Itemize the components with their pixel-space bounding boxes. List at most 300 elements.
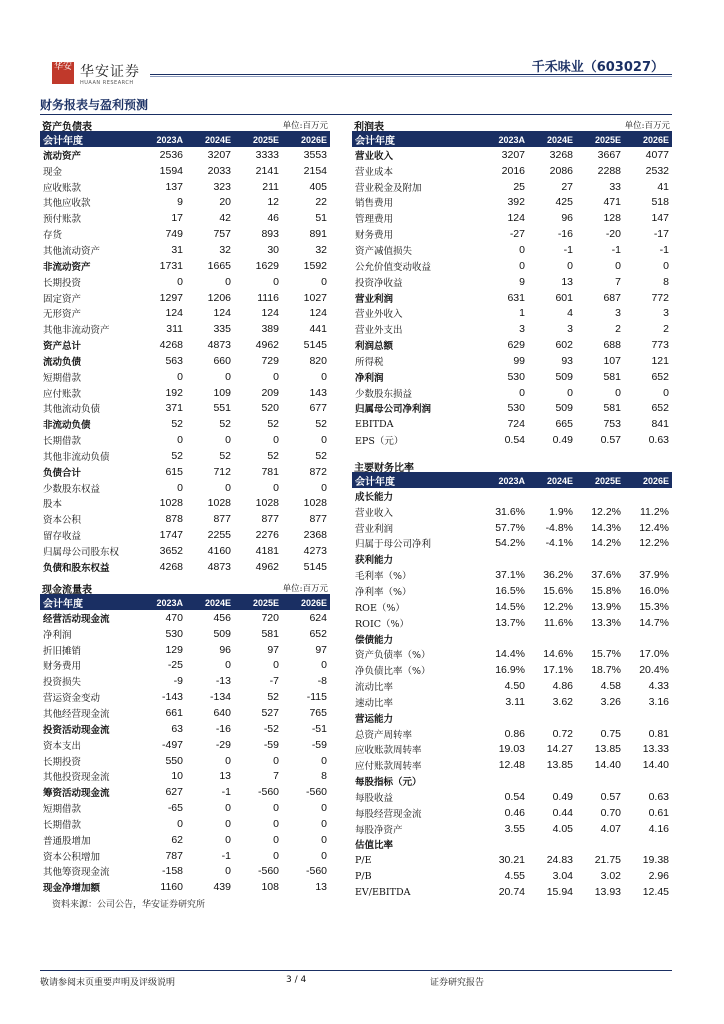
row-value: 10 — [171, 770, 183, 783]
row-value: 63 — [171, 722, 183, 735]
row-value: 530 — [507, 370, 525, 383]
row-value: 757 — [213, 228, 231, 241]
table-row — [352, 868, 672, 884]
row-label: 应收账款 — [43, 182, 82, 194]
row-value: 96 — [561, 212, 573, 225]
row-value: 0 — [321, 370, 327, 383]
row-value: 765 — [309, 706, 327, 719]
row-value: 0 — [273, 275, 279, 288]
row-value: 211 — [262, 180, 279, 193]
table-row — [352, 488, 672, 504]
row-value: 121 — [651, 354, 669, 367]
row-value: 773 — [651, 339, 669, 352]
row-value: 2368 — [303, 529, 327, 542]
column-header-year: 2023A — [498, 134, 525, 145]
table-row — [40, 642, 330, 658]
table-row — [352, 583, 672, 599]
table-row — [40, 305, 330, 321]
row-label: 资产负债率（%） — [355, 650, 431, 662]
row-value: 4.50 — [504, 680, 525, 693]
row-value: 17.0% — [639, 648, 669, 661]
row-value: 624 — [309, 611, 327, 624]
table-row — [352, 710, 672, 726]
income-statement-table — [352, 117, 672, 448]
row-value: 13.9% — [591, 600, 621, 613]
row-label: ROIC（%） — [355, 618, 409, 630]
row-value: 30.21 — [498, 854, 525, 867]
row-value: -497 — [161, 738, 183, 751]
table-row — [40, 226, 330, 242]
row-value: 14.7% — [639, 616, 669, 629]
table-row — [352, 290, 672, 306]
row-label: 无形资产 — [43, 309, 82, 321]
row-value: 820 — [309, 354, 327, 367]
table-row — [40, 626, 330, 642]
row-label: 毛利率（%） — [355, 571, 412, 583]
row-value: 4873 — [207, 560, 231, 573]
row-label: 经营活动现金流 — [43, 613, 110, 625]
row-value: 665 — [555, 418, 573, 431]
table-row — [40, 179, 330, 195]
row-value: 124 — [507, 212, 525, 225]
row-value: 1731 — [159, 259, 183, 272]
row-value: 0 — [225, 754, 231, 767]
row-label: 固定资产 — [43, 293, 82, 305]
row-label: 净利率（%） — [355, 586, 412, 598]
row-label: 公允价值变动收益 — [355, 261, 432, 273]
table-row — [40, 210, 330, 226]
row-value: 20 — [219, 196, 231, 209]
row-label: 短期借款 — [43, 372, 82, 384]
row-value: 0 — [321, 659, 327, 672]
row-value: -1 — [221, 849, 231, 862]
table-row — [40, 816, 330, 832]
row-value: 0 — [321, 849, 327, 862]
row-value: 128 — [603, 212, 621, 225]
row-label: P/E — [355, 854, 372, 866]
row-value: 392 — [507, 196, 525, 209]
table-row — [40, 480, 330, 496]
row-value: 3.55 — [504, 822, 525, 835]
row-value: 37.1% — [495, 569, 525, 582]
row-value: 52 — [219, 418, 231, 431]
row-value: -1 — [611, 243, 621, 256]
table-row — [352, 337, 672, 353]
row-value: -1 — [221, 786, 231, 799]
row-value: 4.86 — [552, 680, 573, 693]
table-row — [40, 864, 330, 880]
row-label: 流动比率 — [355, 682, 394, 694]
row-value: 5145 — [303, 560, 327, 573]
row-value: 601 — [555, 291, 573, 304]
row-value: 52 — [171, 449, 183, 462]
column-header-year: 2026E — [642, 134, 669, 145]
column-header-row — [352, 132, 672, 147]
row-label: 存货 — [43, 230, 63, 242]
row-value: 1594 — [159, 164, 183, 177]
row-value: 551 — [213, 402, 231, 415]
row-value: 7 — [273, 770, 279, 783]
table-row — [352, 432, 672, 448]
row-label: 现金净增加额 — [43, 883, 101, 895]
row-value: 3667 — [597, 148, 621, 161]
row-value: 581 — [603, 402, 621, 415]
row-value: 2536 — [159, 148, 183, 161]
table-row — [40, 416, 330, 432]
row-value: 15.6% — [543, 584, 573, 597]
unit-label: 单位:百万元 — [624, 121, 670, 131]
row-value: 749 — [165, 228, 183, 241]
row-value: 14.5% — [495, 600, 525, 613]
table-row — [40, 768, 330, 784]
row-value: 97 — [315, 643, 327, 656]
table-row — [352, 321, 672, 337]
row-value: 0 — [273, 754, 279, 767]
row-value: 14.6% — [543, 648, 573, 661]
unit-label: 单位:百万元 — [282, 121, 328, 131]
row-label: 少数股东损益 — [355, 388, 413, 400]
row-value: 52 — [267, 449, 279, 462]
table-title: 资产负债表 — [42, 122, 92, 133]
page-number: 3 / 4 — [286, 975, 307, 985]
row-value: 0 — [519, 386, 525, 399]
table-row — [352, 757, 672, 773]
table-row — [40, 242, 330, 258]
row-value: 15.8% — [591, 584, 621, 597]
row-value: 46 — [267, 212, 279, 225]
table-row — [40, 432, 330, 448]
row-value: 57.7% — [495, 521, 525, 534]
row-label: 投资损失 — [43, 677, 82, 689]
row-value: 0 — [663, 259, 669, 272]
row-value: 12.2% — [639, 537, 669, 550]
row-value: 3268 — [549, 148, 573, 161]
row-value: 563 — [165, 354, 183, 367]
row-label: 筹资活动现金流 — [43, 788, 110, 800]
row-value: 2288 — [597, 164, 621, 177]
balance-sheet-table — [40, 117, 330, 575]
row-value: 615 — [165, 465, 183, 478]
row-value: 602 — [555, 339, 573, 352]
row-value: 1206 — [207, 291, 231, 304]
row-value: 2154 — [303, 164, 327, 177]
row-value: 581 — [603, 370, 621, 383]
table-row — [40, 527, 330, 543]
row-value: 877 — [261, 513, 279, 526]
row-label: 销售费用 — [355, 198, 394, 210]
row-value: 631 — [507, 291, 525, 304]
row-value: 787 — [165, 849, 183, 862]
row-value: -17 — [653, 228, 669, 241]
row-value: 0 — [177, 370, 183, 383]
table-row — [40, 195, 330, 211]
row-value: 15.3% — [639, 600, 669, 613]
row-value: 4.58 — [600, 680, 621, 693]
row-value: 781 — [261, 465, 279, 478]
row-value: 530 — [507, 402, 525, 415]
row-value: -143 — [161, 691, 183, 704]
row-value: 0.72 — [552, 727, 573, 740]
row-value: 0.46 — [504, 806, 525, 819]
table-row — [352, 520, 672, 536]
row-value: 31.6% — [495, 505, 525, 518]
column-header-year: 2023A — [156, 134, 183, 145]
table-title: 现金流量表 — [42, 585, 92, 596]
row-value: 652 — [651, 370, 669, 383]
row-value: 4 — [567, 307, 573, 320]
row-value: -7 — [269, 675, 279, 688]
row-value: 893 — [261, 228, 279, 241]
row-value: 9 — [177, 196, 183, 209]
row-value: 124 — [309, 307, 327, 320]
row-value: 0.63 — [648, 790, 669, 803]
table-row — [40, 737, 330, 753]
table-row — [352, 773, 672, 789]
row-value: 0 — [177, 817, 183, 830]
row-label: 普通股增加 — [43, 835, 91, 847]
table-row — [352, 694, 672, 710]
row-value: 772 — [651, 291, 669, 304]
row-value: 8 — [663, 275, 669, 288]
row-value: 0 — [321, 434, 327, 447]
row-value: 1297 — [159, 291, 183, 304]
row-value: -20 — [605, 228, 621, 241]
row-label: 归属母公司股东权 — [43, 547, 120, 559]
row-value: 4160 — [207, 545, 231, 558]
row-value: 877 — [309, 513, 327, 526]
table-row — [352, 789, 672, 805]
row-value: 0.81 — [648, 727, 669, 740]
row-label: 成长能力 — [355, 491, 394, 503]
row-value: 509 — [555, 370, 573, 383]
row-label: 预付账款 — [43, 214, 82, 226]
table-row — [352, 726, 672, 742]
company-title: 千禾味业（603027） — [531, 60, 664, 75]
column-header-year: 2026E — [300, 597, 327, 608]
section-title: 财务报表与盈利预测 — [40, 98, 149, 112]
row-value: 4.07 — [600, 822, 621, 835]
row-value: 4962 — [255, 339, 279, 352]
row-value: 20.4% — [639, 664, 669, 677]
row-value: 13.3% — [591, 616, 621, 629]
table-row — [40, 784, 330, 800]
column-header-year: 2024E — [546, 475, 573, 486]
row-value: 687 — [603, 291, 621, 304]
row-value: 24.83 — [546, 854, 573, 867]
header-rule-thin — [150, 76, 672, 77]
row-value: 0 — [273, 833, 279, 846]
row-value: 0 — [273, 370, 279, 383]
row-value: 371 — [165, 402, 183, 415]
row-value: 0.86 — [504, 727, 525, 740]
table-row — [40, 353, 330, 369]
row-label: 资本公积 — [43, 515, 82, 527]
row-value: 62 — [171, 833, 183, 846]
table-row — [40, 800, 330, 816]
column-header-year: 2026E — [642, 475, 669, 486]
table-row — [40, 448, 330, 464]
row-value: 31 — [171, 243, 183, 256]
row-value: 3207 — [207, 148, 231, 161]
row-label: 营运资金变动 — [43, 693, 101, 705]
row-value: -25 — [167, 659, 183, 672]
row-value: 0 — [225, 833, 231, 846]
row-value: 311 — [166, 323, 183, 336]
table-row — [40, 337, 330, 353]
row-value: -16 — [557, 228, 573, 241]
table-row — [40, 290, 330, 306]
row-value: 2255 — [207, 529, 231, 542]
row-value: 2.96 — [648, 870, 669, 883]
row-value: 652 — [309, 627, 327, 640]
row-value: 33 — [609, 180, 621, 193]
row-label: 长期投资 — [43, 756, 82, 768]
row-label: 归属于母公司净利 — [355, 539, 432, 551]
row-value: 0.61 — [648, 806, 669, 819]
table-row — [40, 401, 330, 417]
table-row — [352, 567, 672, 583]
row-value: 0 — [225, 434, 231, 447]
row-value: 1028 — [303, 497, 327, 510]
row-value: 0 — [177, 481, 183, 494]
row-value: 0 — [273, 434, 279, 447]
row-value: 0 — [225, 865, 231, 878]
row-label: 长期借款 — [43, 436, 82, 448]
row-value: 96 — [219, 643, 231, 656]
table-row — [352, 353, 672, 369]
column-header-label: 会计年度 — [355, 477, 395, 488]
table-row — [352, 210, 672, 226]
row-value: 4268 — [159, 560, 183, 573]
row-value: 0 — [321, 817, 327, 830]
row-value: 0 — [519, 259, 525, 272]
row-label: 折旧摊销 — [43, 645, 82, 657]
row-value: 425 — [555, 196, 573, 209]
row-label: 非流动资产 — [43, 261, 91, 273]
row-label: 应付账款 — [43, 388, 82, 400]
row-value: 2086 — [549, 164, 573, 177]
row-value: 1028 — [255, 497, 279, 510]
row-value: 4268 — [159, 339, 183, 352]
row-value: 439 — [213, 881, 231, 894]
row-label: 营业成本 — [355, 166, 394, 178]
row-value: 1028 — [207, 497, 231, 510]
row-value: 19.38 — [642, 854, 669, 867]
row-value: 1160 — [160, 881, 183, 894]
row-value: 688 — [603, 339, 621, 352]
row-value: -158 — [161, 865, 183, 878]
row-value: -134 — [209, 691, 231, 704]
row-value: 107 — [603, 354, 621, 367]
row-value: 0 — [615, 386, 621, 399]
row-value: 27 — [561, 180, 573, 193]
row-label: 偿债能力 — [355, 634, 394, 646]
row-value: 7 — [615, 275, 621, 288]
row-value: -8 — [317, 675, 327, 688]
table-row — [352, 274, 672, 290]
table-row — [352, 678, 672, 694]
row-value: 4.55 — [504, 870, 525, 883]
table-row — [40, 496, 330, 512]
row-value: 3.11 — [505, 695, 525, 708]
table-row — [352, 852, 672, 868]
row-label: 其他流动负债 — [43, 404, 101, 416]
row-value: 13.85 — [546, 759, 573, 772]
table-row — [40, 753, 330, 769]
row-label: 净利润 — [355, 372, 384, 384]
row-value: 2 — [615, 323, 621, 336]
row-label: 应收账款周转率 — [355, 745, 422, 757]
brand-name-en: HUAAN RESEARCH — [80, 80, 134, 86]
row-value: 12 — [267, 196, 279, 209]
table-row — [40, 385, 330, 401]
row-value: 0 — [225, 659, 231, 672]
row-value: 51 — [315, 212, 327, 225]
row-value: 891 — [309, 228, 327, 241]
table-row — [352, 369, 672, 385]
row-value: 30 — [267, 243, 279, 256]
row-value: 0.44 — [552, 806, 573, 819]
table-row — [40, 673, 330, 689]
column-header-year: 2025E — [252, 597, 279, 608]
row-value: 520 — [261, 402, 279, 415]
row-value: 93 — [561, 354, 573, 367]
row-value: 878 — [165, 513, 183, 526]
row-label: EPS（元） — [355, 436, 404, 448]
row-value: 1028 — [159, 497, 183, 510]
column-header-year: 2025E — [594, 475, 621, 486]
row-label: 应付账款周转率 — [355, 761, 422, 773]
row-value: 99 — [513, 354, 525, 367]
row-label: 股本 — [43, 499, 63, 511]
table-row — [352, 179, 672, 195]
row-value: 209 — [261, 386, 279, 399]
row-value: 4962 — [255, 560, 279, 573]
row-label: ROE（%） — [355, 602, 405, 614]
table-row — [40, 658, 330, 674]
row-value: 3.26 — [600, 695, 621, 708]
row-value: 52 — [315, 449, 327, 462]
row-label: 资产减值损失 — [355, 245, 413, 257]
row-value: 518 — [651, 196, 669, 209]
column-header-year: 2025E — [252, 134, 279, 145]
table-row — [40, 321, 330, 337]
row-value: 192 — [165, 386, 183, 399]
row-value: -59 — [263, 738, 279, 751]
table-row — [40, 369, 330, 385]
row-label: 负债和股东权益 — [43, 562, 110, 574]
row-label: 负债合计 — [43, 467, 82, 479]
table-row — [40, 879, 330, 895]
column-header-year: 2023A — [156, 597, 183, 608]
row-label: 其他非流动资产 — [43, 325, 110, 337]
row-label: 速动比率 — [355, 697, 394, 709]
row-value: 1747 — [159, 529, 183, 542]
row-value: 13.7% — [495, 616, 525, 629]
row-label: 营运能力 — [355, 713, 394, 725]
row-value: 2141 — [255, 164, 279, 177]
row-value: 677 — [309, 402, 327, 415]
row-value: 19.03 — [498, 743, 525, 756]
row-label: 其他流动资产 — [43, 245, 101, 257]
table-row — [352, 662, 672, 678]
row-value: 640 — [213, 706, 231, 719]
row-value: 14.3% — [591, 521, 621, 534]
row-value: 661 — [165, 706, 183, 719]
table-row — [40, 689, 330, 705]
row-value: 441 — [309, 323, 327, 336]
row-value: 0 — [225, 275, 231, 288]
